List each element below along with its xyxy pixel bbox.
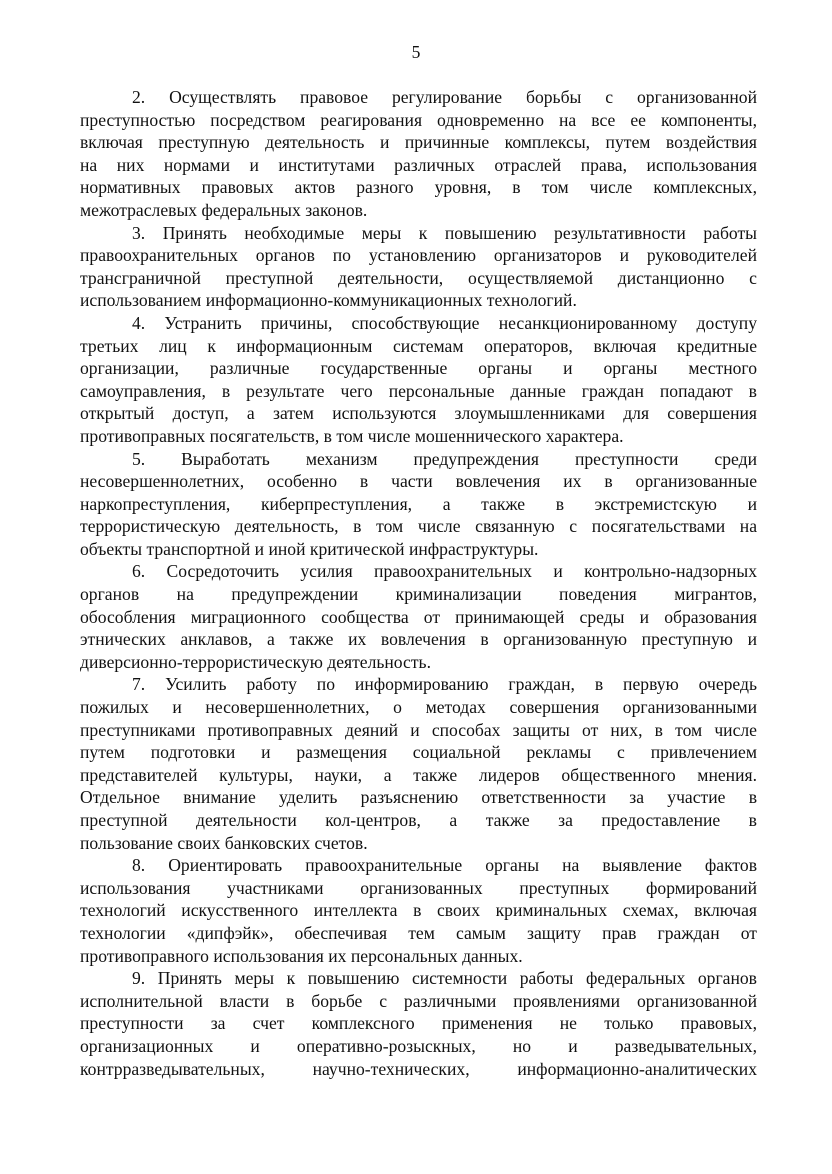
paragraph-8 [80, 854, 757, 967]
text-line: преступниками противоправных деяний и способах защиты от них, в том числе [80, 719, 757, 740]
text-line: нормативных правовых актов разного уровня, в том числе комплексных, [80, 177, 757, 198]
text-line: противоправного использования их персональных данных. [80, 945, 523, 966]
paragraph-5 [80, 448, 757, 561]
text-line: 4. Устранить причины, способствующие несанкционированному доступу [132, 312, 757, 333]
text-line: третьих лиц к информационным системам операторов, включая кредитные [80, 335, 757, 356]
text-line: открытый доступ, а затем используются злоумышленниками для совершения [80, 403, 757, 424]
paragraph-6 [80, 560, 757, 673]
text-line: технологий искусственного интеллекта в своих криминальных схемах, включая [80, 900, 757, 921]
text-line: контрразведывательных, научно-технических, информационно-аналитических [80, 1058, 757, 1079]
text-line: Отдельное внимание уделить разъяснению ответственности за участие в [80, 787, 757, 808]
text-line: организационных и оперативно-розыскных, но и разведывательных, [80, 1035, 757, 1056]
text-line: обособления миграционного сообщества от принимающей среды и образования [80, 606, 757, 627]
text-line: на них нормами и институтами различных отраслей права, использования [80, 154, 757, 175]
text-line: правоохранительных органов по установлению организаторов и руководителей [80, 245, 757, 266]
text-line: 6. Сосредоточить усилия правоохранительных и контрольно-надзорных [132, 561, 757, 582]
text-line: самоуправления, в результате чего персональные данные граждан попадают в [80, 380, 757, 401]
text-line: преступности за счет комплексного применения не только правовых, [80, 1013, 757, 1034]
paragraph-4 [80, 312, 757, 448]
text-line: пользование своих банковских счетов. [80, 832, 368, 853]
text-line: 2. Осуществлять правовое регулирование борьбы с организованной [132, 87, 757, 107]
text-line: представителей культуры, науки, а также лидеров общественного мнения. [80, 764, 757, 785]
text-line: 3. Принять необходимые меры к повышению результативности работы [132, 222, 757, 243]
text-line: включая преступную деятельность и причинные комплексы, путем воздействия [80, 132, 757, 153]
paragraph-2 [80, 86, 757, 222]
text-line: диверсионно-террористическую деятельность. [80, 651, 431, 672]
text-line: межотраслевых федеральных законов. [80, 199, 368, 220]
text-line: пожилых и несовершеннолетних, о методах совершения организованными [80, 697, 757, 718]
text-line: технологии «дипфэйк», обеспечивая тем самым защиту прав граждан от [80, 922, 757, 943]
text-line: 7. Усилить работу по информированию граждан, в первую очередь [132, 674, 757, 695]
text-line: органов на предупреждении криминализации поведения мигрантов, [80, 584, 757, 605]
paragraph-3 [80, 222, 757, 312]
paragraph-7 [80, 673, 757, 854]
text-line: исполнительной власти в борьбе с различными проявлениями организованной [80, 990, 757, 1011]
text-line: объекты транспортной и иной критической инфраструктуры. [80, 538, 539, 559]
paragraph-9 [80, 967, 757, 1080]
text-line: организации, различные государственные органы и органы местного [80, 358, 757, 379]
text-line: путем подготовки и размещения социальной рекламы с привлечением [80, 742, 757, 763]
text-line: несовершеннолетних, особенно в части вовлечения их в организованные [80, 471, 757, 492]
text-line: преступностью посредством реагирования одновременно на все ее компоненты, [80, 109, 757, 130]
text-line: 5. Выработать механизм предупреждения преступности среди [132, 448, 757, 469]
text-line: преступной деятельности кол-центров, а также за предоставление в [80, 810, 757, 830]
text-line: трансграничной преступной деятельности, осуществляемой дистанционно с [80, 267, 757, 288]
text-line: противоправных посягательств, в том числе мошеннического характера. [80, 425, 624, 446]
text-line: 8. Ориентировать правоохранительные органы на выявление фактов [132, 855, 757, 876]
text-line: наркопреступления, киберпреступления, а также в экстремистскую и [80, 493, 757, 514]
text-line: этнических анклавов, а также их вовлечения в организованную преступную и [80, 629, 757, 650]
text-line: использованием информационно-коммуникационных технологий. [80, 290, 577, 311]
document-body [80, 86, 757, 1080]
text-line: 9. Принять меры к повышению системности работы федеральных органов [132, 968, 757, 989]
page-number: 5 [411, 42, 421, 62]
text-line: использования участниками организованных преступных формирований [80, 877, 757, 898]
text-line: террористическую деятельность, в том числе связанную с посягательствами на [80, 516, 757, 537]
